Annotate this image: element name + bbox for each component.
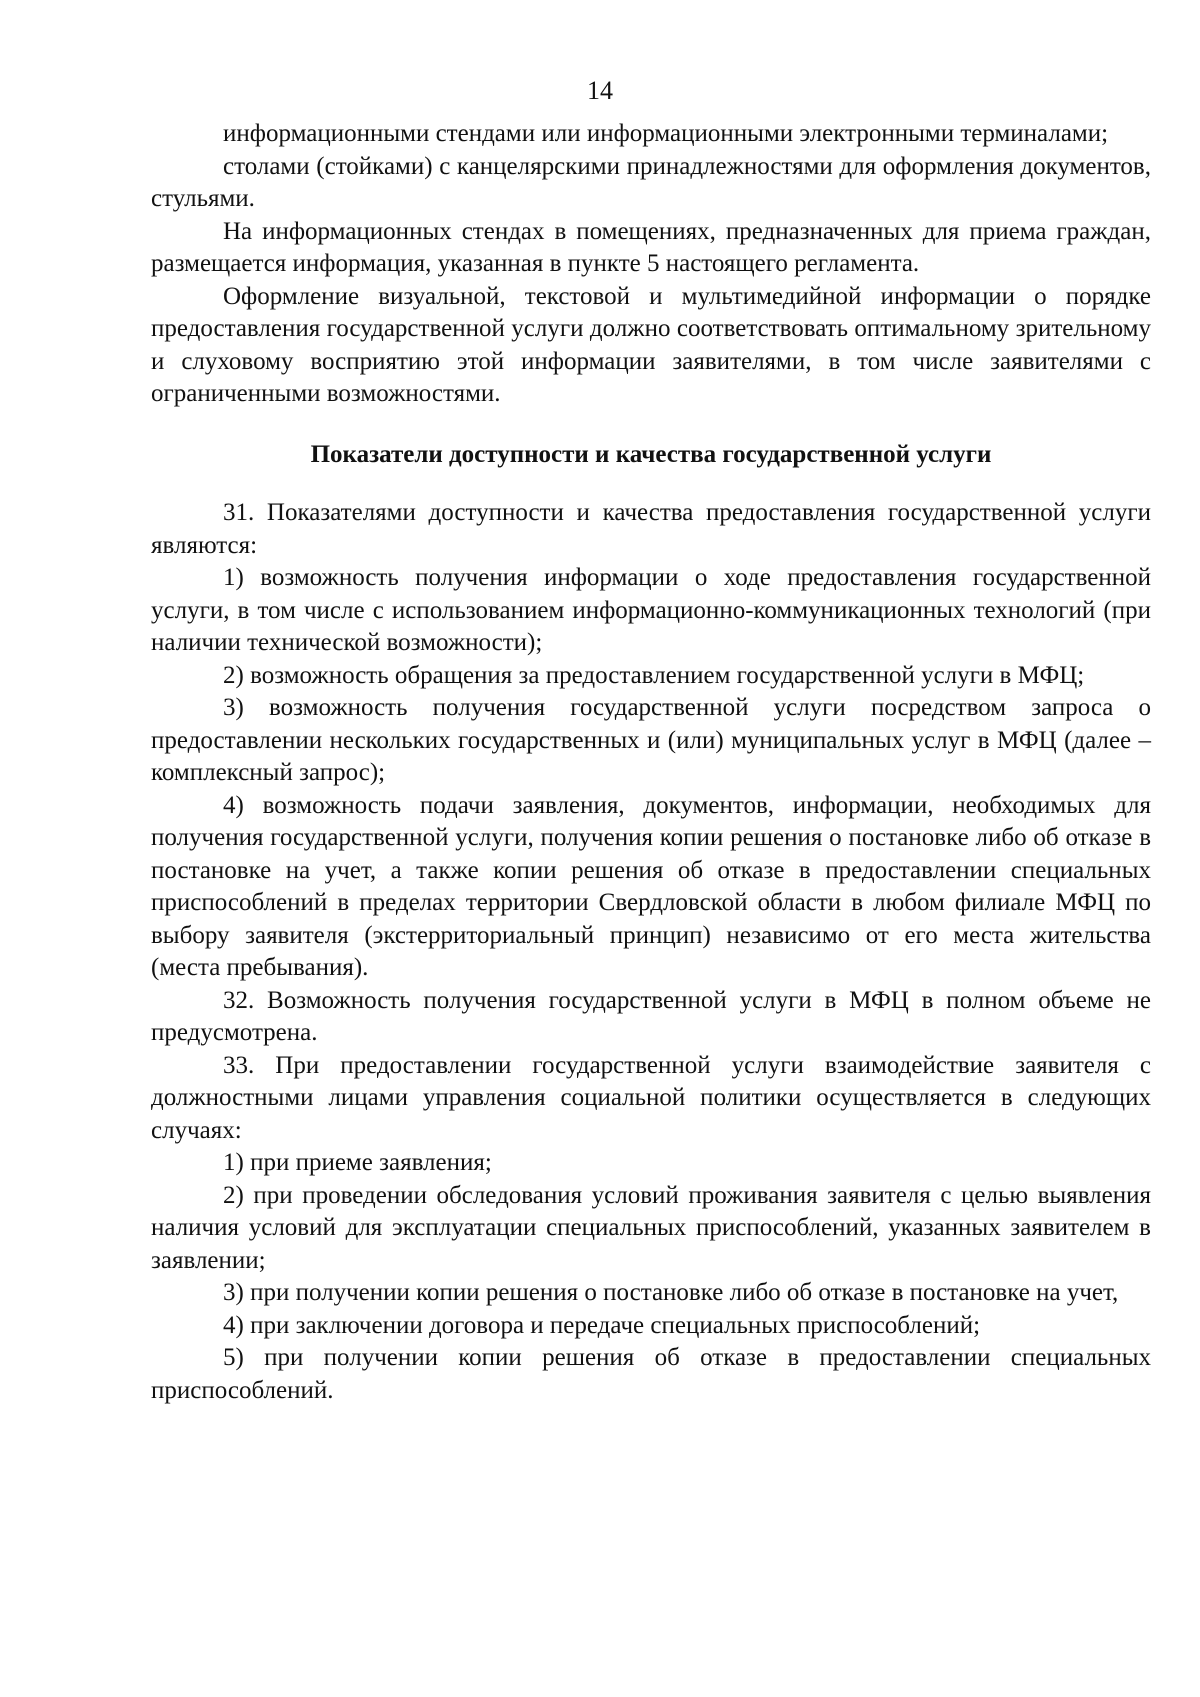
list-item: 4) возможность подачи заявления, документов, информации, необходимых для получения государственной услуги, получения копии решения о постановке либо об отказе в постановке на учет, а также копии решения об отказе в предоставлении специальных приспособлений в пределах территории Свердловской области в любом филиале МФЦ по выбору заявителя (экстерриториальный принцип) независимо от его места жительства (места пребывания). — [151, 791, 1151, 981]
list-item: 4) при заключении договора и передаче специальных приспособлений; — [223, 1311, 981, 1339]
paragraph: На информационных стендах в помещениях, предназначенных для приема граждан, размещается информация, указанная в пункте 5 настоящего регламента. — [151, 217, 1151, 277]
paragraph: Оформление визуальной, текстовой и мультимедийной информации о порядке предоставления государственной услуги должно соответствовать оптимальному зрительному и слуховому восприятию этой информации заявителями, в том числе заявителями с ограниченными возможностями. — [151, 282, 1151, 407]
paragraph: информационными стендами или информационными электронными терминалами; — [223, 120, 1109, 147]
list-item: 2) при проведении обследования условий проживания заявителя с целью выявления наличия условий для эксплуатации специальных приспособлений, указанных заявителем в заявлении; — [151, 1181, 1151, 1274]
list-item: 1) возможность получения информации о ходе предоставления государственной услуги, в том числе с использованием информационно-коммуникационных технологий (при наличии технической возможности); — [151, 564, 1151, 656]
list-item: 2) возможность обращения за предоставлением государственной услуги в МФЦ; — [223, 661, 1085, 689]
list-item: 3) возможность получения государственной услуги посредством запроса о предоставлении нескольких государственных и (или) муниципальных услуг в МФЦ (далее – комплексный запрос); — [151, 694, 1151, 786]
list-item: 5) при получении копии решения об отказе в предоставлении специальных приспособлений. — [151, 1344, 1151, 1404]
page-number: 14 — [587, 76, 613, 105]
document-body — [151, 118, 1151, 1407]
list-item: 1) при приеме заявления; — [223, 1149, 492, 1176]
paragraph: 31. Показателями доступности и качества предоставления государственной услуги являются: — [151, 499, 1151, 559]
paragraph: столами (стойками) с канцелярскими принадлежностями для оформления документов, стульями. — [151, 152, 1151, 212]
list-item: 3) при получении копии решения о постановке либо об отказе в постановке на учет, — [223, 1279, 1119, 1306]
paragraph: 33. При предоставлении государственной услуги взаимодействие заявителя с должностными лицами управления социальной политики осуществляется в следующих случаях: — [151, 1051, 1151, 1144]
section-heading: Показатели доступности и качества государственной услуги — [310, 440, 992, 468]
paragraph: 32. Возможность получения государственной услуги в МФЦ в полном объеме не предусмотрена. — [151, 986, 1151, 1046]
